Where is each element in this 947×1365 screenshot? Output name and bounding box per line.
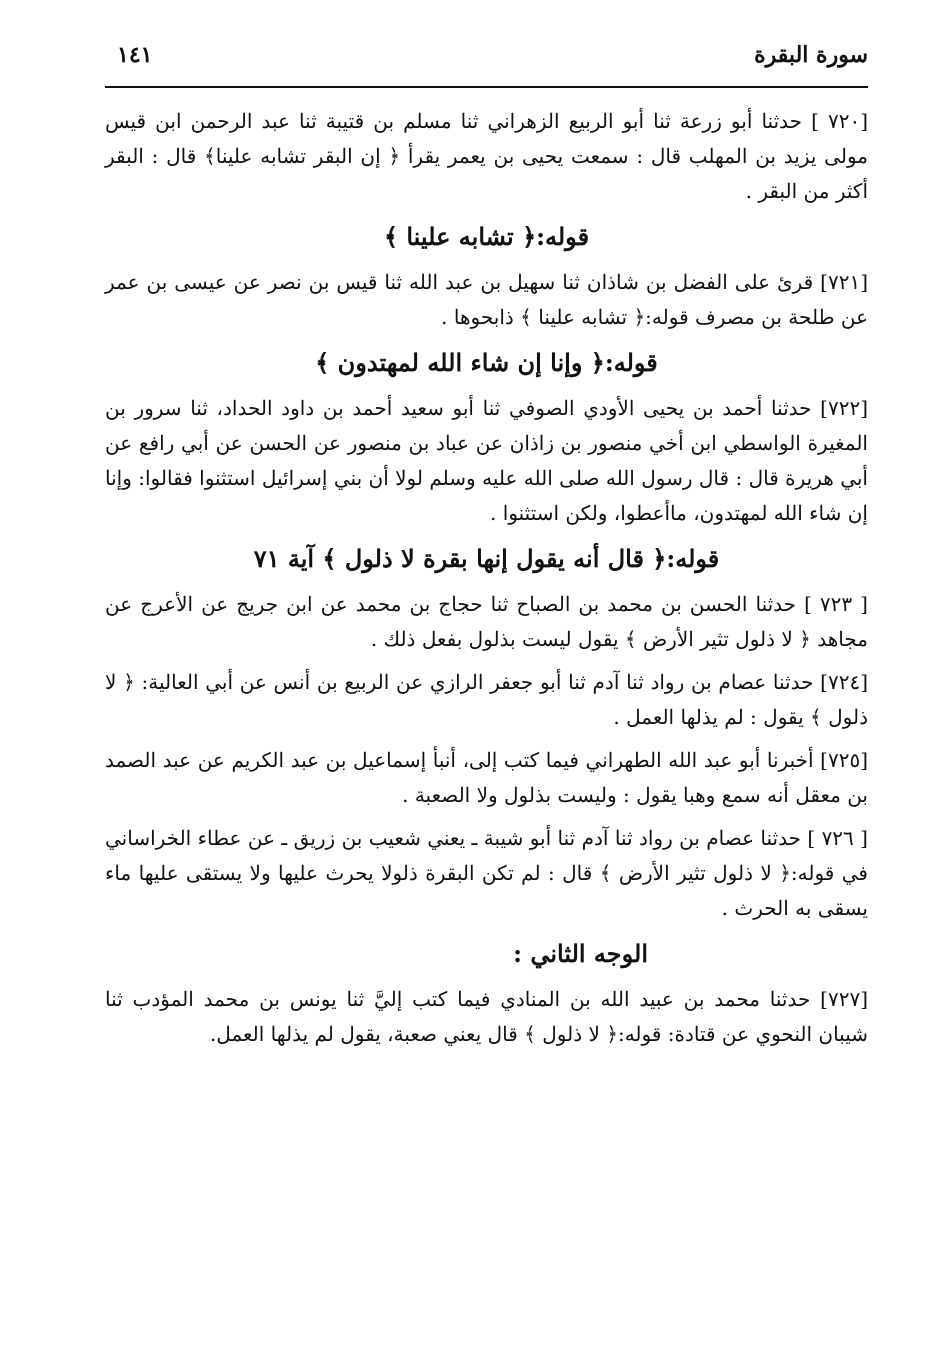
- hadith-paragraph-722: [٧٢٢] حدثنا أحمد بن يحيى الأودي الصوفي ثنا أبو سعيد أحمد بن داود الحداد، ثنا سرور بن المغيرة الواسطي ابن أخي منصور بن زاذان عن عباد بن منصور عن الحسن عن أبي رافع عن أبي هريرة قال : قال رسول الله صلى الله عليه وسلم لولا أن بني إسرائيل استثنوا فقالوا: وإنا إن شاء الله لمهتدون، ماأعطوا، ولكن استثنوا .: [105, 396, 868, 525]
- surah-title: سورة البقرة: [754, 42, 868, 68]
- hadith-paragraph-721: [٧٢١] قرئ على الفضل بن شاذان ثنا سهيل بن عبد الله ثنا قيس بن نصر عن عيسى بن عمر عن طلحة بن مصرف قوله:﴿ تشابه علينا ﴾ ذابحوها .: [105, 270, 868, 329]
- hadith-paragraph-724: [٧٢٤] حدثنا عصام بن رواد ثنا آدم ثنا أبو جعفر الرازي عن الربيع بن أنس عن أبي العالية: ﴿ لا ذلول ﴾ يقول : لم يذلها العمل .: [105, 670, 868, 729]
- section-heading: قوله:﴿ قال أنه يقول إنها بقرة لا ذلول ﴾ آية ٧١: [253, 544, 720, 573]
- hadith-paragraph-726: [ ٧٢٦ ] حدثنا عصام بن رواد ثنا آدم ثنا أبو شيبة ـ يعني شعيب بن زريق ـ عن عطاء الخراساني في قوله:﴿ لا ذلول تثير الأرض ﴾ قال : لم تكن البقرة ذلولا يحرث عليها ولا يستقى عليها ماء يسقى به الحرث .: [105, 826, 868, 920]
- hadith-paragraph-720: [٧٢٠ ] حدثنا أبو زرعة ثنا أبو الربيع الزهراني ثنا مسلم بن قتيبة ثنا عبد الرحمن ابن قيس مولى يزيد بن المهلب قال : سمعت يحيى بن يعمر يقرأ ﴿ إن البقر تشابه علينا﴾ قال : البقر أكثر من البقر .: [105, 109, 868, 203]
- hadith-paragraph-727: [٧٢٧] حدثنا محمد بن عبيد الله بن المنادي فيما كتب إليَّ ثنا يونس بن محمد المؤدب ثنا شيبان النحوي عن قتادة: قوله:﴿ لا ذلول ﴾ قال يعني صعبة، يقول لم يذلها العمل.: [105, 987, 868, 1046]
- section-heading-second-aspect: الوجه الثاني :: [513, 939, 648, 968]
- page-header: [105, 40, 868, 90]
- section-heading: قوله:﴿ تشابه علينا ﴾: [383, 222, 590, 251]
- page-body: [105, 104, 868, 1060]
- header-rule: [105, 86, 868, 88]
- page-number: ١٤١: [117, 42, 153, 68]
- section-heading: قوله:﴿ وإنا إن شاء الله لمهتدون ﴾: [315, 348, 658, 377]
- hadith-paragraph-725: [٧٢٥] أخبرنا أبو عبد الله الطهراني فيما كتب إلى، أنبأ إسماعيل بن عبد الكريم عن عبد الصمد بن معقل أنه سمع وهبا يقول : وليست بذلول ولا الصعبة .: [105, 748, 868, 807]
- hadith-paragraph-723: [ ٧٢٣ ] حدثنا الحسن بن محمد بن الصباح ثنا حجاج بن محمد عن ابن جريج عن الأعرج عن مجاهد ﴿ لا ذلول تثير الأرض ﴾ يقول ليست بذلول بفعل ذلك .: [105, 592, 868, 651]
